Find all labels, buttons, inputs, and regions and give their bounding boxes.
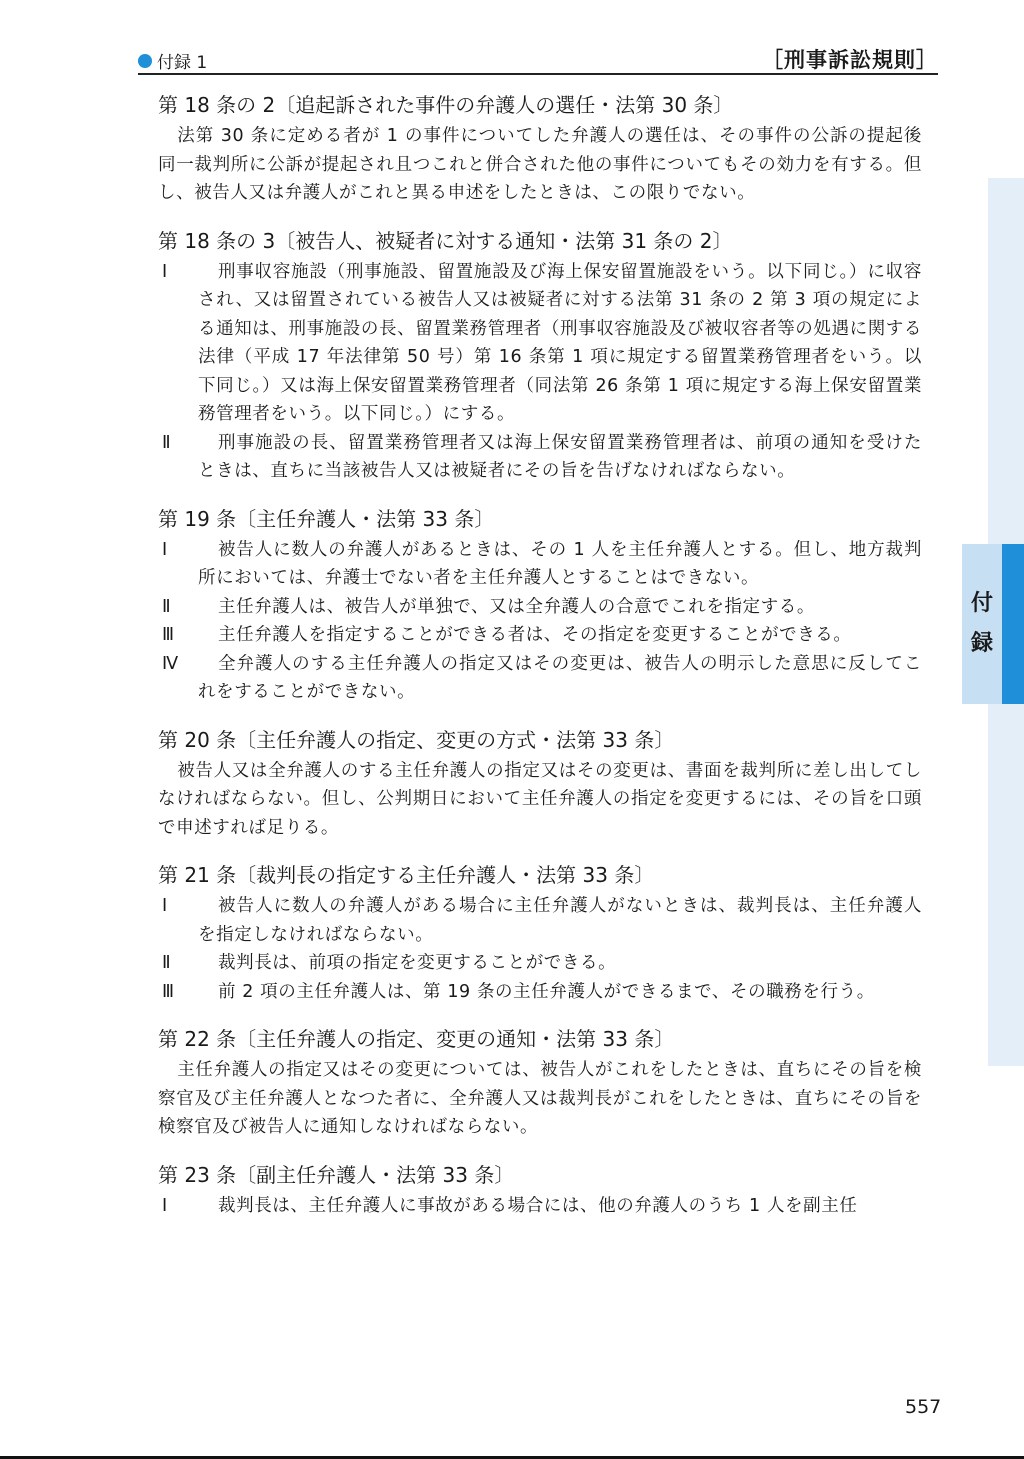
- paragraph-text: 刑事収容施設（刑事施設、留置施設及び海上保安留置施設をいう。以下同じ。）に収容され、又は留置されている被告人又は被疑者に対する法第 31 条の 2 第 3 項の規定による通知は、刑事施設の長、留置業務管理者（刑事収容施設及び被収容者等の処遇に関する法律（平成 17 年法律第 50 号）第 16 条第 1 項に規定する留置業務管理者をいう。以下同じ。）又は海上保安留置業務管理者（同法第 26 条第 1 項に規定する海上保安留置業務管理者をいう。以下同じ。）にする。: [198, 261, 922, 424]
- paragraph-number: Ⅱ: [162, 953, 172, 973]
- paragraph-text: 被告人に数人の弁護人がある場合に主任弁護人がないときは、裁判長は、主任弁護人を指定しなければならない。: [198, 896, 922, 945]
- paragraph-text: 主任弁護人は、被告人が単独で、又は全弁護人の合意でこれを指定する。: [218, 596, 815, 617]
- paragraph-number: Ⅲ: [162, 981, 175, 1002]
- paragraph-text: 主任弁護人を指定することができる者は、その指定を変更することができる。: [218, 625, 852, 645]
- article-text: 法第 30 条に定める者が 1 の事件についてした弁護人の選任は、その事件の公訴の提起後同一裁判所に公訴が提起され且つこれと併合された他の事件についてもその効力を有する。但し、被告人又は弁護人がこれと異る申述をしたときは、この限りでない。: [158, 126, 922, 203]
- paragraph-item: [158, 536, 922, 593]
- header-divider: [138, 73, 938, 75]
- paragraph-number: Ⅱ: [162, 596, 172, 617]
- paragraph-number: Ⅰ: [162, 539, 168, 560]
- paragraph-number: Ⅰ: [162, 896, 168, 916]
- paragraph-number: Ⅳ: [162, 653, 179, 674]
- paragraph-item: [158, 650, 922, 707]
- paragraph-number: Ⅰ: [162, 261, 168, 282]
- article-text: 主任弁護人の指定又はその変更については、被告人がこれをしたときは、直ちにその旨を検察官及び主任弁護人となつた者に、全弁護人又は裁判長がこれをしたときは、直ちにその旨を検察官及び被告人に通知しなければならない。: [158, 1060, 922, 1137]
- article-title: 第 23 条〔副主任弁護人・法第 33 条〕: [158, 1162, 515, 1187]
- book-title: ［刑事訴訟規則］: [762, 48, 938, 72]
- paragraph-item: [158, 978, 922, 1007]
- paragraph-text: 裁判長は、前項の指定を変更することができる。: [218, 953, 617, 973]
- article: [158, 90, 922, 208]
- page-body: [158, 90, 922, 1238]
- article-text: 被告人又は全弁護人のする主任弁護人の指定又はその変更は、書面を裁判所に差し出してしなければならない。但し、公判期日において主任弁護人の指定を変更するには、その旨を口頭で申述すれば足りる。: [158, 760, 922, 838]
- section-text: 付録 1: [157, 53, 208, 73]
- paragraph-item: [158, 1192, 922, 1221]
- paragraph-text: 被告人に数人の弁護人があるときは、その 1 人を主任弁護人とする。但し、地方裁判所においては、弁護士でない者を主任弁護人とすることはできない。: [198, 539, 922, 588]
- article-title: 第 19 条〔主任弁護人・法第 33 条〕: [158, 506, 495, 531]
- paragraph-item: [158, 949, 922, 978]
- side-index-tab: [962, 544, 1024, 704]
- paragraph-number: Ⅱ: [162, 432, 172, 453]
- paragraph-text: 前 2 項の主任弁護人は、第 19 条の主任弁護人ができるまで、その職務を行う。: [218, 981, 875, 1002]
- article-title: 第 21 条〔裁判長の指定する主任弁護人・法第 33 条〕: [158, 863, 655, 887]
- paragraph-number: Ⅰ: [162, 1195, 168, 1216]
- paragraph-item: [158, 593, 922, 622]
- blue-bullet-icon: [138, 54, 152, 68]
- article: [158, 725, 922, 843]
- article: [158, 1160, 922, 1221]
- article: [158, 226, 922, 486]
- side-tab-label: 付 録: [970, 591, 993, 656]
- paragraph-text: 全弁護人のする主任弁護人の指定又はその変更は、被告人の明示した意思に反してこれをすることができない。: [198, 653, 922, 702]
- paragraph-item: [158, 429, 922, 486]
- paragraph-text: 刑事施設の長、留置業務管理者又は海上保安留置業務管理者は、前項の通知を受けたときは、直ちに当該被告人又は被疑者にその旨を告げなければならない。: [198, 432, 922, 481]
- page-number: 557: [905, 1396, 942, 1418]
- paragraph-text: 裁判長は、主任弁護人に事故がある場合には、他の弁護人のうち 1 人を副主任: [218, 1195, 858, 1216]
- paragraph-item: [158, 621, 922, 650]
- article: [158, 1024, 922, 1142]
- article-title: 第 20 条〔主任弁護人の指定、変更の方式・法第 33 条〕: [158, 727, 675, 752]
- article-title: 第 18 条の 2〔追起訴された事件の弁護人の選任・法第 30 条〕: [158, 93, 734, 117]
- section-label: [138, 48, 207, 73]
- article: [158, 504, 922, 707]
- paragraph-item: [158, 892, 922, 949]
- paragraph-number: Ⅲ: [162, 625, 175, 645]
- paragraph-item: [158, 258, 922, 429]
- article-title: 第 22 条〔主任弁護人の指定、変更の通知・法第 33 条〕: [158, 1027, 675, 1051]
- article-title: 第 18 条の 3〔被告人、被疑者に対する通知・法第 31 条の 2〕: [158, 228, 733, 253]
- article: [158, 860, 922, 1006]
- side-tab-accent: [1002, 544, 1024, 704]
- running-header: [138, 44, 938, 74]
